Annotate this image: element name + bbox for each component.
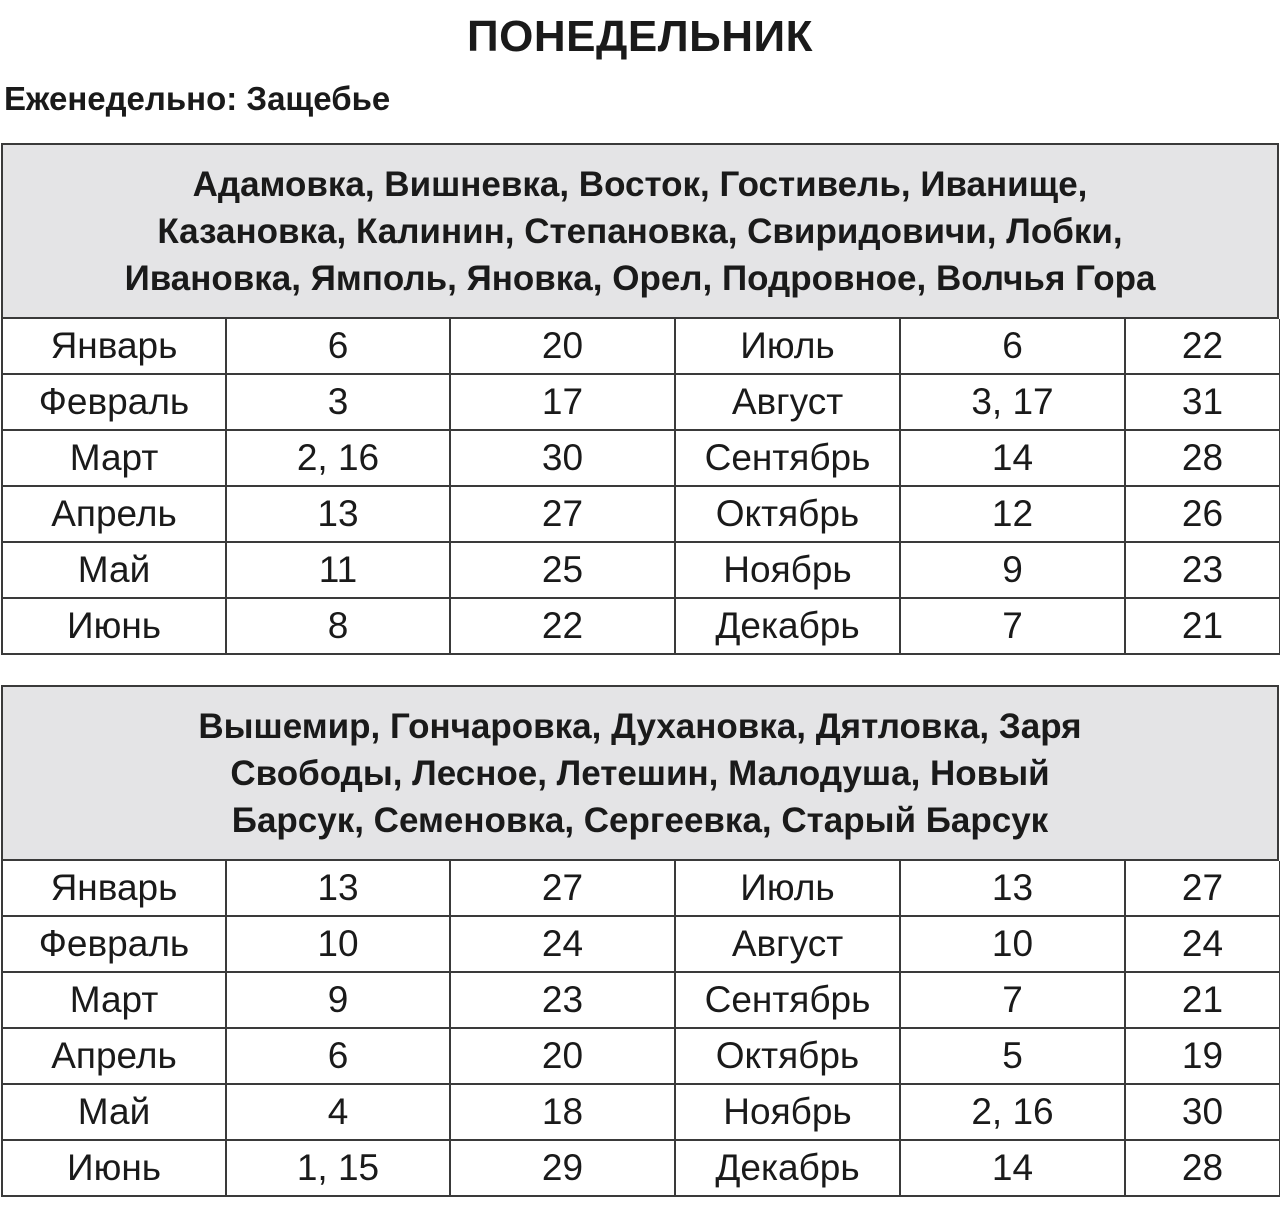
schedule-block-1 (1, 143, 1279, 655)
date-cell: 7 (900, 972, 1125, 1028)
date-cell: 6 (226, 1028, 450, 1084)
date-cell: 23 (450, 972, 675, 1028)
date-cell: 18 (450, 1084, 675, 1140)
month-cell: Ноябрь (675, 1084, 900, 1140)
month-cell: Июнь (2, 1140, 226, 1196)
date-cell: 10 (900, 916, 1125, 972)
month-cell: Апрель (2, 1028, 226, 1084)
date-cell: 9 (900, 542, 1125, 598)
date-cell: 30 (450, 430, 675, 486)
table-row (2, 486, 1280, 542)
date-cell: 25 (450, 542, 675, 598)
date-cell: 19 (1125, 1028, 1280, 1084)
date-cell: 30 (1125, 1084, 1280, 1140)
schedule-block-2 (1, 685, 1279, 1197)
villages-header (1, 685, 1279, 861)
date-cell: 31 (1125, 374, 1280, 430)
date-cell: 24 (450, 916, 675, 972)
month-cell: Октябрь (675, 1028, 900, 1084)
table-row (2, 972, 1280, 1028)
date-cell: 7 (900, 598, 1125, 654)
table-row (2, 861, 1280, 916)
table-row (2, 542, 1280, 598)
date-cell: 2, 16 (900, 1084, 1125, 1140)
schedule-table (1, 319, 1280, 655)
month-cell: Декабрь (675, 1140, 900, 1196)
date-cell: 26 (1125, 486, 1280, 542)
month-cell: Июнь (2, 598, 226, 654)
table-row (2, 598, 1280, 654)
date-cell: 3, 17 (900, 374, 1125, 430)
month-cell: Февраль (2, 374, 226, 430)
date-cell: 28 (1125, 430, 1280, 486)
date-cell: 14 (900, 430, 1125, 486)
schedule-subtitle: Еженедельно: Защебье (4, 80, 391, 117)
month-cell: Январь (2, 861, 226, 916)
month-cell: Февраль (2, 916, 226, 972)
month-cell: Сентябрь (675, 972, 900, 1028)
date-cell: 2, 16 (226, 430, 450, 486)
villages-line: Вышемир, Гончаровка, Духановка, Дятловка, Заря (198, 706, 1082, 746)
date-cell: 28 (1125, 1140, 1280, 1196)
villages-line: Свободы, Лесное, Летешин, Малодуша, Новый (230, 753, 1050, 793)
date-cell: 12 (900, 486, 1125, 542)
date-cell: 23 (1125, 542, 1280, 598)
date-cell: 4 (226, 1084, 450, 1140)
table-row (2, 374, 1280, 430)
date-cell: 13 (900, 861, 1125, 916)
table-row (2, 1084, 1280, 1140)
month-cell: Октябрь (675, 486, 900, 542)
date-cell: 13 (226, 861, 450, 916)
date-cell: 27 (450, 486, 675, 542)
date-cell: 13 (226, 486, 450, 542)
page-title: ПОНЕДЕЛЬНИК (467, 12, 813, 61)
date-cell: 5 (900, 1028, 1125, 1084)
date-cell: 17 (450, 374, 675, 430)
date-cell: 6 (900, 319, 1125, 374)
table-row (2, 430, 1280, 486)
date-cell: 14 (900, 1140, 1125, 1196)
date-cell: 20 (450, 1028, 675, 1084)
month-cell: Сентябрь (675, 430, 900, 486)
month-cell: Апрель (2, 486, 226, 542)
date-cell: 27 (450, 861, 675, 916)
month-cell: Май (2, 542, 226, 598)
villages-line: Казановка, Калинин, Степановка, Свиридовичи, Лобки, (157, 211, 1123, 251)
table-row (2, 916, 1280, 972)
villages-line: Адамовка, Вишневка, Восток, Гостивель, Иванище, (192, 164, 1088, 204)
table-row (2, 319, 1280, 374)
date-cell: 20 (450, 319, 675, 374)
month-cell: Декабрь (675, 598, 900, 654)
month-cell: Август (675, 374, 900, 430)
date-cell: 22 (450, 598, 675, 654)
month-cell: Август (675, 916, 900, 972)
date-cell: 29 (450, 1140, 675, 1196)
month-cell: Январь (2, 319, 226, 374)
date-cell: 6 (226, 319, 450, 374)
month-cell: Март (2, 430, 226, 486)
month-cell: Ноябрь (675, 542, 900, 598)
month-cell: Июль (675, 861, 900, 916)
month-cell: Март (2, 972, 226, 1028)
table-row (2, 1140, 1280, 1196)
date-cell: 24 (1125, 916, 1280, 972)
villages-line: Барсук, Семеновка, Сергеевка, Старый Барсук (231, 800, 1049, 840)
date-cell: 27 (1125, 861, 1280, 916)
villages-line: Ивановка, Ямполь, Яновка, Орел, Подровное, Волчья Гора (124, 258, 1156, 298)
table-row (2, 1028, 1280, 1084)
schedule-table (1, 861, 1280, 1197)
date-cell: 10 (226, 916, 450, 972)
month-cell: Июль (675, 319, 900, 374)
date-cell: 11 (226, 542, 450, 598)
date-cell: 9 (226, 972, 450, 1028)
date-cell: 21 (1125, 972, 1280, 1028)
date-cell: 3 (226, 374, 450, 430)
date-cell: 22 (1125, 319, 1280, 374)
month-cell: Май (2, 1084, 226, 1140)
date-cell: 1, 15 (226, 1140, 450, 1196)
villages-header (1, 143, 1279, 319)
date-cell: 21 (1125, 598, 1280, 654)
date-cell: 8 (226, 598, 450, 654)
